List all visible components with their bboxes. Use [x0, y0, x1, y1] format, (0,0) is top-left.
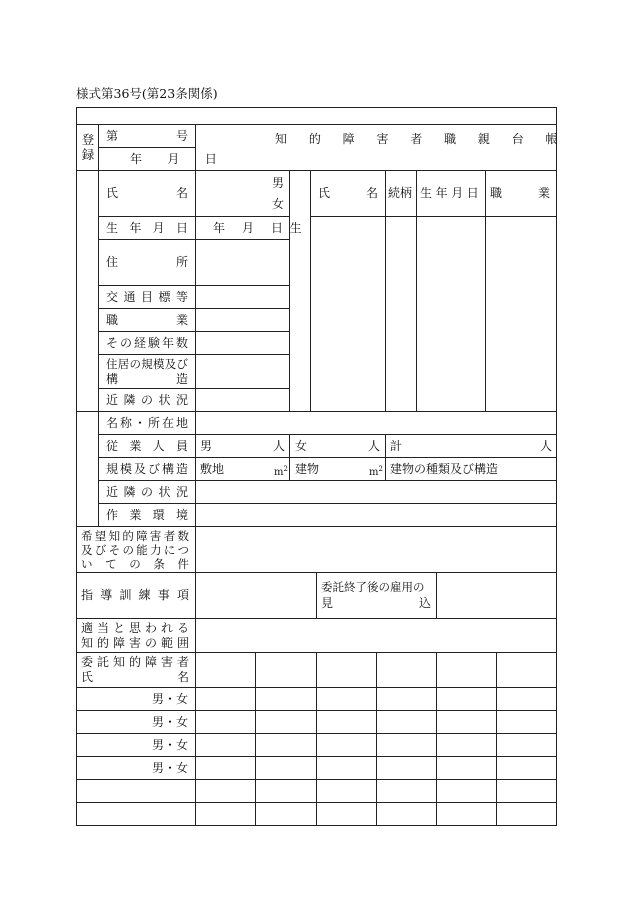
registration-date: 年 月 日 — [130, 152, 228, 166]
disability-range-line2: 知的障害の範囲 — [81, 636, 189, 650]
sex-male: 男 — [272, 176, 285, 190]
address-label: 住所 — [106, 255, 188, 269]
page-title: 知 的 障 害 者 職 親 台 帳 — [275, 132, 567, 146]
workplace-neighborhood-label: 近隣の状況 — [106, 485, 188, 499]
birth-date-label: 生年月日 — [106, 221, 188, 235]
employees-male-unit: 人 — [273, 439, 286, 453]
employment-label-line2b: 込 — [419, 596, 432, 610]
transport-label: 交通目標等 — [106, 290, 188, 304]
employees-female-label: 女 — [295, 439, 308, 453]
sex-choice-4: 男・女 — [152, 761, 189, 775]
sex-choice-3: 男・女 — [152, 738, 189, 752]
employees-male-label: 男 — [200, 439, 213, 453]
registration-label: 登録 — [81, 132, 95, 162]
family-birth-header: 生年月日 — [420, 186, 483, 200]
sex-choice-1: 男・女 — [152, 692, 189, 706]
housing-label-line1: 住居の規模及び — [106, 357, 188, 371]
applicant-neighborhood-label: 近隣の状況 — [106, 393, 188, 407]
site-area-unit: $m^2$ — [274, 465, 288, 478]
work-environment-label: 作業環境 — [106, 508, 188, 522]
conditions-label-line1: 希望知的障害者数 — [81, 529, 189, 543]
family-occupation-header: 職業 — [490, 186, 550, 200]
conditions-label-line3: いての条件 — [81, 557, 189, 571]
form-id: 様式第36号(第23条関係) — [76, 86, 218, 101]
training-label: 指導訓練事項 — [81, 588, 189, 602]
employees-total-unit: 人 — [540, 439, 553, 453]
applicant-name-label: 氏名 — [106, 186, 188, 200]
building-label: 建物 — [295, 462, 320, 476]
employees-female-unit: 人 — [368, 439, 381, 453]
entrusted-label-line2a: 氏 — [81, 670, 94, 684]
site-label: 敷地 — [200, 462, 225, 476]
occupation-label: 職業 — [106, 313, 188, 327]
birth-date-value: 年 月 日生 — [213, 221, 309, 235]
scale-label: 規模及び構造 — [106, 462, 188, 476]
building-area-unit: $m^2$ — [369, 465, 383, 478]
disability-range-line1: 適当と思われる — [81, 621, 189, 635]
sex-female: 女 — [272, 197, 285, 211]
registration-number-suffix: 号 — [176, 129, 189, 143]
conditions-label-line2: 及びその能力につ — [81, 543, 189, 557]
experience-label: その経験年数 — [106, 336, 188, 350]
registration-number-prefix: 第 — [106, 129, 119, 143]
housing-label-line2: 構造 — [106, 372, 188, 386]
workplace-name-location-label: 名称・所在地 — [106, 416, 188, 430]
entrusted-label-line2b: 名 — [177, 670, 190, 684]
employment-label-line1: 委託終了後の雇用の — [321, 580, 425, 594]
employment-label-line2a: 見 — [321, 596, 334, 610]
employees-total-label: 計 — [390, 439, 403, 453]
family-relation-header: 続柄 — [388, 186, 413, 200]
family-name-header: 氏名 — [318, 186, 378, 200]
employees-label: 従業人員 — [106, 439, 188, 453]
sex-choice-2: 男・女 — [152, 715, 189, 729]
entrusted-label-line1: 委託知的障害者 — [81, 655, 189, 669]
building-type-label: 建物の種類及び構造 — [390, 462, 499, 476]
